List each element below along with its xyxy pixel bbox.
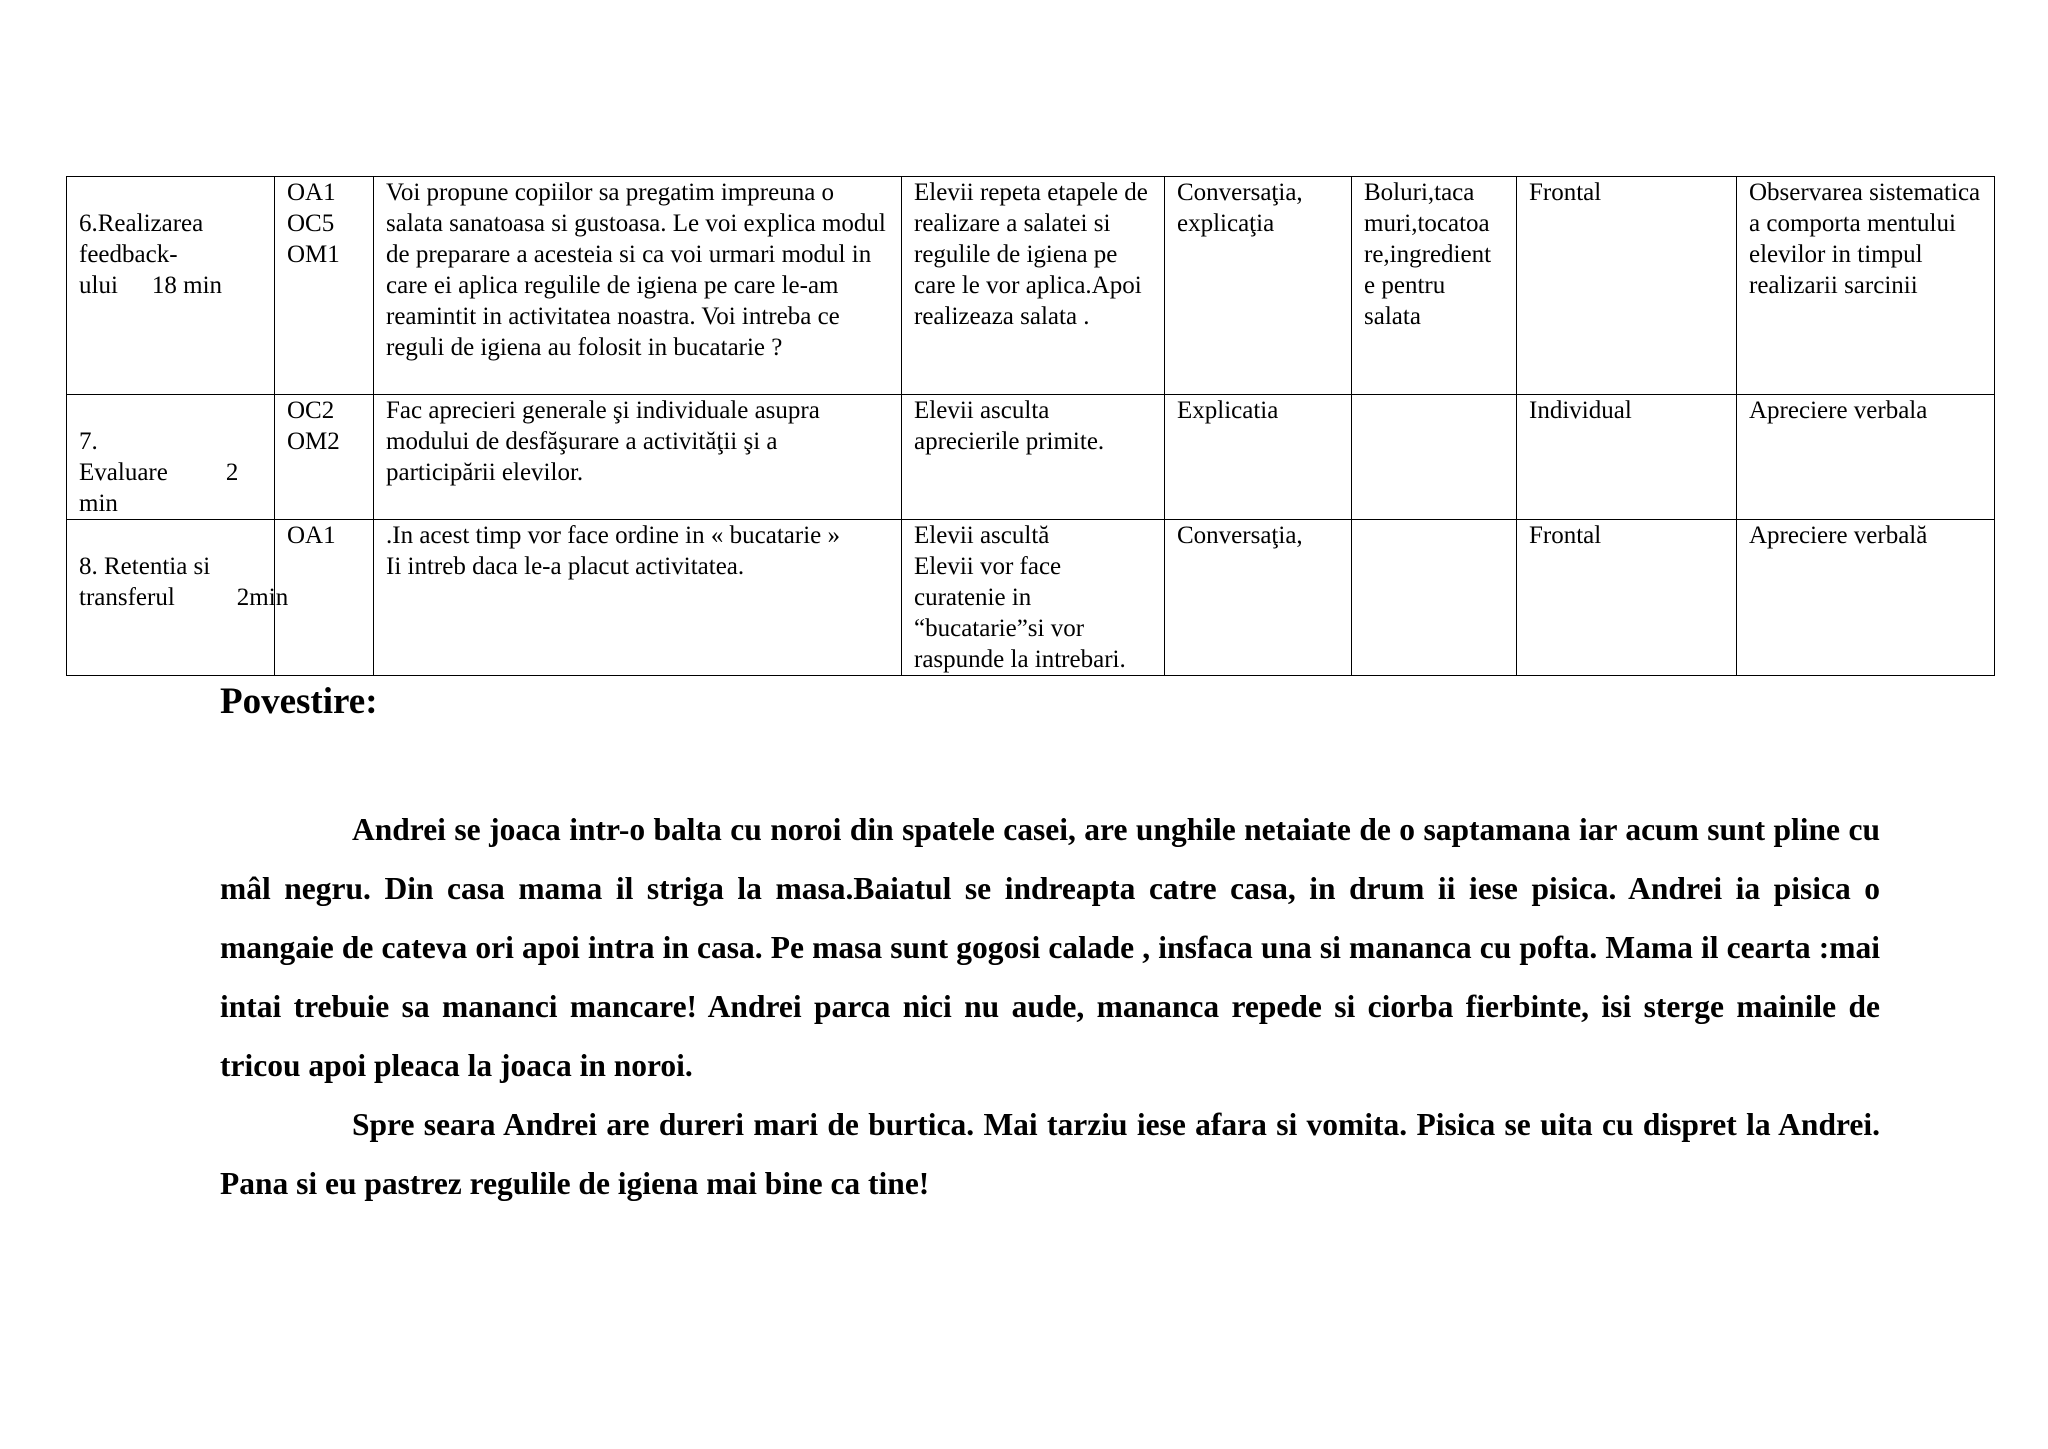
story-paragraph: Andrei se joaca intr-o balta cu noroi din spatele casei, are unghile netaiate de o saptamana iar acum sunt pline cu mâl negru. Din casa mama il striga la masa.Baiatul se indreapta catre casa, in drum ii iese pisica. Andrei ia pisica o mangaie de cateva ori apoi intra in casa. Pe masa sunt gogosi calade , insfaca una si mananca cu pofta. Mama il cearta :mai intai trebuie sa mananci mancare! Andrei parca nici nu aude, mananca repede si ciorba fierbinte, isi sterge mainile de tricou apoi pleaca la joaca in noroi.	[220, 812, 1880, 1083]
stage-cell	[67, 395, 275, 520]
organization-cell: Frontal	[1517, 177, 1737, 395]
stage-cell	[67, 177, 275, 395]
stage-name: 7. Evaluare	[79, 428, 168, 486]
resources-cell	[1352, 520, 1517, 676]
organization-cell: Individual	[1517, 395, 1737, 520]
evaluation-cell: Observarea sistematica a comporta mentului elevilor in timpul realizarii sarcinii	[1737, 177, 1995, 395]
methods-cell: Conversaţia,	[1165, 520, 1352, 676]
organization-cell: Frontal	[1517, 520, 1737, 676]
table-row	[67, 177, 1995, 395]
stage-duration: 2 min	[79, 459, 239, 517]
evaluation-cell: Apreciere verbală	[1737, 520, 1995, 676]
teacher-activity-cell: .In acest timp vor face ordine in « bucatarie » Ii intreb daca le-a placut activitatea.	[374, 520, 902, 676]
stage-duration: 18 min	[151, 272, 223, 299]
stage-name: 8. Retentia si transferul	[79, 553, 211, 611]
objectives-cell: OA1	[275, 520, 374, 676]
teacher-activity-cell: Fac aprecieri generale şi individuale asupra modului de desfăşurare a activităţii şi a participării elevilor.	[374, 395, 902, 520]
story-body	[220, 800, 1880, 1213]
story-paragraph: Spre seara Andrei are dureri mari de burtica. Mai tarziu iese afara si vomita. Pisica se uita cu dispret la Andrei. Pana si eu pastrez regulile de igiena mai bine ca tine!	[220, 1107, 1880, 1201]
student-activity-cell: Elevii ascultă Elevii vor face curatenie in “bucatarie”si vor raspunde la intrebari.	[902, 520, 1165, 676]
stage-duration: 2min	[236, 584, 289, 611]
objectives-cell: OA1 OC5 OM1	[275, 177, 374, 395]
table-row	[67, 520, 1995, 676]
story-title: Povestire:	[220, 681, 378, 722]
resources-cell: Boluri,taca muri,tocatoa re,ingredient e pentru salata	[1352, 177, 1517, 395]
lesson-plan-table	[66, 176, 1995, 676]
methods-cell: Explicatia	[1165, 395, 1352, 520]
table-row	[67, 395, 1995, 520]
stage-cell	[67, 520, 289, 676]
objectives-cell: OC2 OM2	[275, 395, 374, 520]
student-activity-cell: Elevii repeta etapele de realizare a salatei si regulile de igiena pe care le vor aplica.Apoi realizeaza salata .	[902, 177, 1165, 395]
methods-cell: Conversaţia, explicaţia	[1165, 177, 1352, 395]
resources-cell	[1352, 395, 1517, 520]
teacher-activity-cell: Voi propune copiilor sa pregatim impreuna o salata sanatoasa si gustoasa. Le voi explica modul de preparare a acesteia si ca voi urmari modul in care ei aplica regulile de igiena pe care le-am reamintit in activitatea noastra. Voi intreba ce reguli de igiena au folosit in bucatarie ?	[374, 177, 902, 395]
student-activity-cell: Elevii asculta aprecierile primite.	[902, 395, 1165, 520]
stage-name: 6.Realizarea feedback-ului	[79, 210, 204, 299]
evaluation-cell: Apreciere verbala	[1737, 395, 1995, 520]
